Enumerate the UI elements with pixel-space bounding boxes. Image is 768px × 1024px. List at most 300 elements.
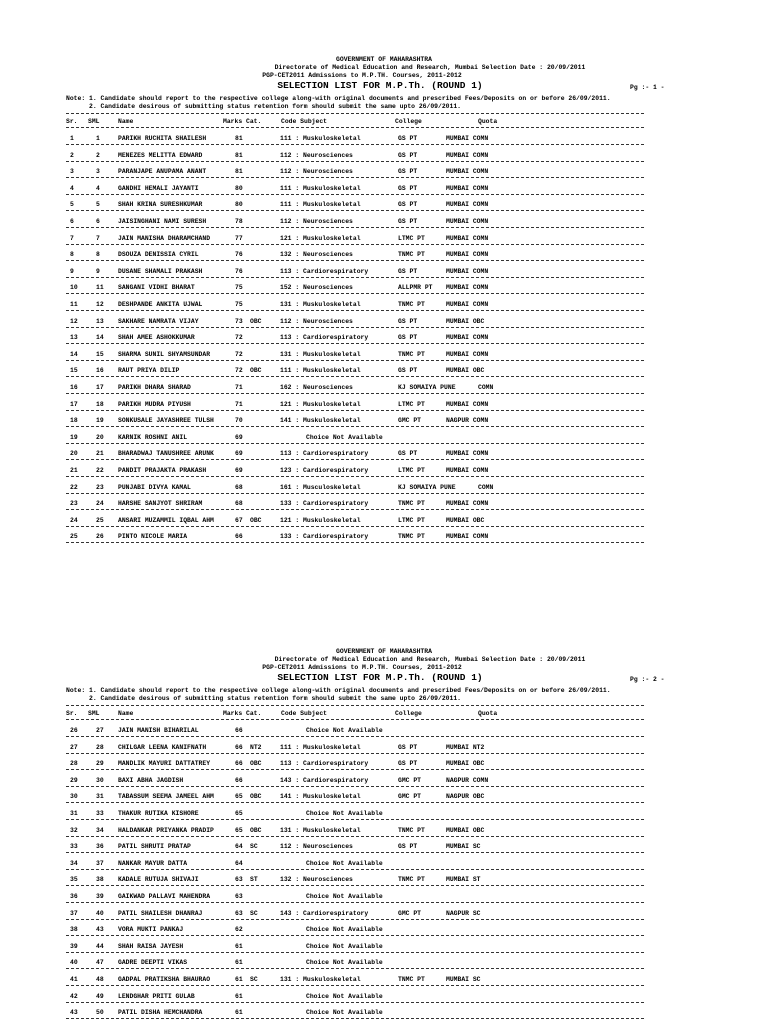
note-2: 2. Candidate desirous of submitting status retention form should submit the same upto 26/09/2011. xyxy=(66,695,462,702)
sml-number: 43 xyxy=(96,926,104,934)
category: ST xyxy=(250,876,258,884)
note-2: 2. Candidate desirous of submitting status retention form should submit the same upto 26/09/2011. xyxy=(66,103,462,110)
candidate-name: LENDGHAR PRITI GULAB xyxy=(118,992,195,1000)
category: OBC xyxy=(250,826,262,834)
table-row xyxy=(0,840,768,857)
table-row xyxy=(0,215,768,232)
table-row xyxy=(0,265,768,282)
marks: 72 xyxy=(235,367,243,375)
sml-number: 24 xyxy=(96,500,104,508)
category: OBC xyxy=(250,317,262,325)
candidate-name: SHAH KRINA SURESHKUMAR xyxy=(118,201,203,209)
college: GMC PT xyxy=(398,417,422,425)
candidate-name: THAKUR RUTIKA KISHORE xyxy=(118,810,199,817)
code-value: 111 xyxy=(280,135,292,142)
quota: MUMBAI COMN xyxy=(446,267,489,275)
sr-number: 30 xyxy=(70,793,78,801)
quota: MUMBAI COMN xyxy=(446,201,489,209)
category: NT2 xyxy=(250,743,262,751)
sml-number: 23 xyxy=(96,483,104,491)
code-value: 112 xyxy=(280,843,292,851)
row-rule xyxy=(66,952,644,953)
quota: NAGPUR SC xyxy=(446,909,481,917)
subject-code: 141 : Muskuloskeletal xyxy=(280,417,361,425)
code-value: 123 xyxy=(280,467,292,474)
table-row xyxy=(0,182,768,199)
code-value: 111 xyxy=(280,201,292,209)
sml-number: 34 xyxy=(96,826,104,834)
subject-code: 152 : Neurosciences xyxy=(280,284,353,292)
sr-number: 2 xyxy=(70,151,74,159)
subject-name: Neurosciences xyxy=(303,317,353,325)
col-code-subject: Code Subject xyxy=(281,710,328,717)
code-value: 113 xyxy=(280,450,292,458)
subject-name: Muskuloskeletal xyxy=(303,184,361,192)
code-value: 112 xyxy=(280,317,292,325)
subject-code: 112 : Neurosciences xyxy=(280,168,353,176)
subject-code: 113 : Cardiorespiratory xyxy=(280,450,369,458)
subject-code: 141 : Muskuloskeletal xyxy=(280,793,361,801)
row-rule xyxy=(66,493,644,494)
subject-code: 132 : Neurosciences xyxy=(280,251,353,259)
marks: 80 xyxy=(235,184,243,192)
col-name: Name xyxy=(118,710,134,717)
table-row xyxy=(0,232,768,249)
table-row xyxy=(0,281,768,298)
candidate-name: MANDLIK MAYURI DATTATREY xyxy=(118,760,211,768)
category: OBC xyxy=(250,793,262,801)
table-row xyxy=(0,348,768,365)
sml-number: 7 xyxy=(96,234,100,242)
marks: 68 xyxy=(235,500,243,508)
quota: MUMBAI SC xyxy=(446,976,481,983)
sml-number: 26 xyxy=(96,533,104,541)
subject-code: 113 : Cardiorespiratory xyxy=(280,267,369,275)
header-rule-top xyxy=(66,705,644,706)
subject-name: Muskuloskeletal xyxy=(303,793,361,801)
candidate-name: SHARMA SUNIL SHYAMSUNDAR xyxy=(118,350,211,358)
sml-number: 11 xyxy=(96,284,104,292)
table-row xyxy=(0,132,768,149)
sml-number: 30 xyxy=(96,776,104,784)
subject-name: Cardiorespiratory xyxy=(303,500,369,508)
college: GS PT xyxy=(398,760,418,768)
sr-number: 31 xyxy=(70,810,78,817)
sr-number: 28 xyxy=(70,760,78,768)
subject-name: Muskuloskeletal xyxy=(303,417,361,425)
marks: 61 xyxy=(235,942,243,950)
government-title: GOVERNMENT OF MAHARASHTRA xyxy=(336,648,432,655)
candidate-name: PARIKH DHARA SHARAD xyxy=(118,384,191,391)
row-rule xyxy=(66,459,644,460)
row-rule xyxy=(66,277,644,278)
college: GS PT xyxy=(398,843,418,851)
code-value: 113 xyxy=(280,760,292,768)
candidate-name: SAKHARE NAMRATA VIJAY xyxy=(118,317,199,325)
row-rule xyxy=(66,852,644,853)
subject-code: 161 : Musculoskeletal xyxy=(280,483,361,491)
note-1: Note: 1. Candidate should report to the respective college along-with original documents and prescribed Fees/Deposits on or before 26/09/2011. xyxy=(66,687,611,694)
college: GS PT xyxy=(398,184,418,192)
sr-number: 15 xyxy=(70,367,78,375)
college: TNMC PT xyxy=(398,301,425,308)
candidate-name: KARNIK ROSHNI ANIL xyxy=(118,433,188,441)
sr-number: 26 xyxy=(70,727,78,734)
subject-name: Muskuloskeletal xyxy=(303,234,361,242)
subject-code: 111 : Muskuloskeletal xyxy=(280,184,361,192)
col-sml: SML xyxy=(88,118,100,125)
subject-code: 121 : Muskuloskeletal xyxy=(280,516,361,524)
college: GS PT xyxy=(398,168,418,176)
sr-number: 17 xyxy=(70,400,78,408)
quota: NAGPUR COMN xyxy=(446,417,489,425)
marks: 68 xyxy=(235,483,243,491)
subject-code: 162 : Neurosciences xyxy=(280,384,353,391)
row-rule xyxy=(66,393,644,394)
candidate-name: PARIKH RUCHITA SHAILESH xyxy=(118,135,207,142)
table-row xyxy=(0,364,768,381)
selection-list-title: SELECTION LIST FOR M.P.Th. (ROUND 1) xyxy=(277,80,483,91)
sr-number: 22 xyxy=(70,483,78,491)
sml-number: 9 xyxy=(96,267,100,275)
quota: MUMBAI OBC xyxy=(446,516,485,524)
quota: MUMBAI COMN xyxy=(446,450,489,458)
table-row xyxy=(0,824,768,841)
sr-number: 18 xyxy=(70,417,78,425)
quota: MUMBAI NT2 xyxy=(446,743,485,751)
marks: 77 xyxy=(235,234,243,242)
college: GS PT xyxy=(398,218,418,225)
sr-number: 6 xyxy=(70,218,74,225)
table-row xyxy=(0,757,768,774)
quota: MUMBAI COMN xyxy=(446,334,489,342)
row-rule xyxy=(66,542,644,543)
subject-code: 121 : Muskuloskeletal xyxy=(280,400,361,408)
candidate-name: PANDIT PRAJAKTA PRAKASH xyxy=(118,467,207,474)
row-rule xyxy=(66,260,644,261)
quota: MUMBAI COMN xyxy=(446,251,489,259)
code-value: 112 xyxy=(280,218,292,225)
row-rule xyxy=(66,802,644,803)
marks: 69 xyxy=(235,467,243,474)
table-row xyxy=(0,431,768,448)
candidate-name: MENEZES MELITTA EDWARD xyxy=(118,151,203,159)
table-row xyxy=(0,331,768,348)
subject-name: Cardiorespiratory xyxy=(303,760,369,768)
header-rule-top xyxy=(66,113,644,114)
table-row xyxy=(0,414,768,431)
subject-code: 131 : Muskuloskeletal xyxy=(280,826,361,834)
subject-name: Muskuloskeletal xyxy=(303,350,361,358)
choice-not-available: Choice Not Available xyxy=(306,926,383,934)
row-rule xyxy=(66,935,644,936)
subject-code: 111 : Muskuloskeletal xyxy=(280,367,361,375)
table-row xyxy=(0,398,768,415)
code-value: 111 xyxy=(280,367,292,375)
code-value: 133 xyxy=(280,533,292,541)
admissions-line: PGP-CET2011 Admissions to M.P.TH. Courses, 2011-2012 xyxy=(262,72,462,79)
subject-name: Cardiorespiratory xyxy=(303,533,369,541)
code-value: 141 xyxy=(280,417,292,425)
sr-number: 33 xyxy=(70,843,78,851)
choice-not-available: Choice Not Available xyxy=(306,942,383,950)
code-value: 131 xyxy=(280,826,292,834)
category: SC xyxy=(250,976,258,983)
table-row xyxy=(0,907,768,924)
code-value: 162 xyxy=(280,384,292,391)
sml-number: 17 xyxy=(96,384,104,391)
row-rule xyxy=(66,919,644,920)
code-value: 113 xyxy=(280,267,292,275)
marks: 78 xyxy=(235,218,243,225)
quota: MUMBAI COMN xyxy=(446,301,489,308)
choice-not-available: Choice Not Available xyxy=(306,893,383,900)
code-value: 131 xyxy=(280,301,292,308)
subject-code: 112 : Neurosciences xyxy=(280,151,353,159)
candidate-name: JAIN MANISH BIHARILAL xyxy=(118,727,199,734)
row-rule xyxy=(66,1018,644,1019)
candidate-name: HARSHE SANJYOT SHRIRAM xyxy=(118,500,203,508)
code-value: 141 xyxy=(280,793,292,801)
sr-number: 5 xyxy=(70,201,74,209)
table-row xyxy=(0,990,768,1007)
government-title: GOVERNMENT OF MAHARASHTRA xyxy=(336,56,432,63)
table-row xyxy=(0,790,768,807)
row-rule xyxy=(66,526,644,527)
col-name: Name xyxy=(118,118,134,125)
candidate-name: PINTO NICOLE MARIA xyxy=(118,533,188,541)
sr-number: 4 xyxy=(70,184,74,192)
quota: COMN xyxy=(478,384,494,391)
subject-code: 113 : Cardiorespiratory xyxy=(280,334,369,342)
subject-code: 112 : Neurosciences xyxy=(280,317,353,325)
table-row xyxy=(0,248,768,265)
code-value: 111 xyxy=(280,743,292,751)
marks: 81 xyxy=(235,135,243,142)
sml-number: 36 xyxy=(96,843,104,851)
sml-number: 44 xyxy=(96,942,104,950)
subject-code: 143 : Cardiorespiratory xyxy=(280,776,369,784)
sr-number: 21 xyxy=(70,467,78,474)
candidate-name: CHILGAR LEENA KANIFNATH xyxy=(118,743,207,751)
subject-name: Neurosciences xyxy=(303,251,353,259)
table-row xyxy=(0,807,768,824)
sr-number: 41 xyxy=(70,976,78,983)
candidate-name: PUNJABI DIVYA KAMAL xyxy=(118,483,191,491)
row-rule xyxy=(66,902,644,903)
row-rule xyxy=(66,244,644,245)
college: GMC PT xyxy=(398,793,422,801)
sml-number: 31 xyxy=(96,793,104,801)
sr-number: 40 xyxy=(70,959,78,967)
sr-number: 11 xyxy=(70,301,78,308)
sml-number: 2 xyxy=(96,151,100,159)
row-rule xyxy=(66,144,644,145)
row-rule xyxy=(66,476,644,477)
quota: MUMBAI COMN xyxy=(446,284,489,292)
sml-number: 15 xyxy=(96,350,104,358)
category: OBC xyxy=(250,760,262,768)
candidate-name: SHAH AMEE ASHOKKUMAR xyxy=(118,334,195,342)
sr-number: 32 xyxy=(70,826,78,834)
candidate-name: JAIN MANISHA DHARAMCHAND xyxy=(118,234,211,242)
college: LTMC PT xyxy=(398,234,425,242)
sr-number: 29 xyxy=(70,776,78,784)
row-rule xyxy=(66,869,644,870)
college: GS PT xyxy=(398,367,418,375)
subject-name: Cardiorespiratory xyxy=(303,776,369,784)
table-row xyxy=(0,315,768,332)
candidate-name: BAXI ABHA JAGDISH xyxy=(118,776,184,784)
code-value: 131 xyxy=(280,976,292,983)
row-rule xyxy=(66,343,644,344)
table-row xyxy=(0,514,768,531)
col-code-subject: Code Subject xyxy=(281,118,328,125)
row-rule xyxy=(66,786,644,787)
col-college: College xyxy=(395,118,422,125)
table-row xyxy=(0,149,768,166)
quota: MUMBAI COMN xyxy=(446,218,489,225)
marks: 70 xyxy=(235,417,243,425)
sml-number: 38 xyxy=(96,876,104,884)
sml-number: 49 xyxy=(96,992,104,1000)
sr-number: 27 xyxy=(70,743,78,751)
college: GS PT xyxy=(398,450,418,458)
sr-number: 16 xyxy=(70,384,78,391)
code-value: 152 xyxy=(280,284,292,292)
marks: 66 xyxy=(235,760,243,768)
college: GS PT xyxy=(398,151,418,159)
sml-number: 16 xyxy=(96,367,104,375)
table-row xyxy=(0,481,768,498)
row-rule xyxy=(66,194,644,195)
marks: 81 xyxy=(235,168,243,176)
col-quota: Quota xyxy=(478,118,498,125)
header-rule-bottom xyxy=(66,127,644,128)
sr-number: 19 xyxy=(70,433,78,441)
college: TNMC PT xyxy=(398,500,425,508)
subject-name: Neurosciences xyxy=(303,151,353,159)
row-rule xyxy=(66,985,644,986)
quota: MUMBAI OBC xyxy=(446,826,485,834)
subject-code: 132 : Neurosciences xyxy=(280,876,353,884)
sml-number: 18 xyxy=(96,400,104,408)
sr-number: 23 xyxy=(70,500,78,508)
college: GS PT xyxy=(398,317,418,325)
quota: MUMBAI COMN xyxy=(446,184,489,192)
quota: MUMBAI COMN xyxy=(446,234,489,242)
subject-code: 143 : Cardiorespiratory xyxy=(280,909,369,917)
col-sr: Sr. xyxy=(66,118,78,125)
row-rule xyxy=(66,161,644,162)
row-rule xyxy=(66,1002,644,1003)
sml-number: 20 xyxy=(96,433,104,441)
subject-name: Muskuloskeletal xyxy=(303,201,361,209)
sml-number: 48 xyxy=(96,976,104,983)
quota: MUMBAI COMN xyxy=(446,168,489,176)
marks: 72 xyxy=(235,334,243,342)
code-value: 133 xyxy=(280,500,292,508)
marks: 64 xyxy=(235,843,243,851)
college: LTMC PT xyxy=(398,467,425,474)
subject-name: Muskuloskeletal xyxy=(303,400,361,408)
row-rule xyxy=(66,227,644,228)
sml-number: 12 xyxy=(96,301,104,308)
category: SC xyxy=(250,909,258,917)
column-header-row xyxy=(0,710,768,719)
sr-number: 36 xyxy=(70,893,78,900)
marks: 61 xyxy=(235,1009,243,1017)
college: LTMC PT xyxy=(398,516,425,524)
choice-not-available: Choice Not Available xyxy=(306,1009,383,1017)
college: TNMC PT xyxy=(398,826,425,834)
table-row xyxy=(0,923,768,940)
marks: 65 xyxy=(235,826,243,834)
quota: NAGPUR OBC xyxy=(446,793,485,801)
marks: 71 xyxy=(235,400,243,408)
sml-number: 13 xyxy=(96,317,104,325)
sr-number: 25 xyxy=(70,533,78,541)
candidate-name: SONKUSALE JAYASHREE TULSH xyxy=(118,417,214,425)
row-rule xyxy=(66,410,644,411)
table-row xyxy=(0,381,768,398)
marks: 61 xyxy=(235,992,243,1000)
table-row xyxy=(0,165,768,182)
candidate-name: PARANJAPE ANUPAMA ANANT xyxy=(118,168,207,176)
table-row xyxy=(0,973,768,990)
row-rule xyxy=(66,293,644,294)
code-value: 132 xyxy=(280,876,292,884)
table-row xyxy=(0,956,768,973)
sml-number: 21 xyxy=(96,450,104,458)
candidate-name: BHARADWAJ TANUSHREE ARUNK xyxy=(118,450,214,458)
row-rule xyxy=(66,819,644,820)
candidate-name: NANKAR MAYUR DATTA xyxy=(118,859,188,867)
candidate-name: GADRE DEEPTI VIKAS xyxy=(118,959,188,967)
table-row xyxy=(0,890,768,907)
quota: MUMBAI ST xyxy=(446,876,481,884)
college: GS PT xyxy=(398,135,418,142)
marks: 66 xyxy=(235,743,243,751)
candidate-name: VORA MUKTI PANKAJ xyxy=(118,926,184,934)
marks: 67 xyxy=(235,516,243,524)
sml-number: 28 xyxy=(96,743,104,751)
quota: MUMBAI OBC xyxy=(446,367,485,375)
candidate-name: GAIKWAD PALLAVI MAHENDRA xyxy=(118,893,211,900)
quota: MUMBAI OBC xyxy=(446,317,485,325)
code-value: 161 xyxy=(280,483,292,491)
sr-number: 24 xyxy=(70,516,78,524)
candidate-name: TABASSUM SEEMA JAMEEL AHM xyxy=(118,793,214,801)
header-rule-bottom xyxy=(66,719,644,720)
subject-name: Cardiorespiratory xyxy=(303,450,369,458)
row-rule xyxy=(66,177,644,178)
sml-number: 6 xyxy=(96,218,100,225)
sr-number: 9 xyxy=(70,267,74,275)
marks: 66 xyxy=(235,533,243,541)
candidate-name: DESHPANDE ANKITA UJWAL xyxy=(118,301,203,308)
quota: MUMBAI COMN xyxy=(446,467,489,474)
row-rule xyxy=(66,310,644,311)
choice-not-available: Choice Not Available xyxy=(306,992,383,1000)
marks: 66 xyxy=(235,776,243,784)
subject-code: 123 : Cardiorespiratory xyxy=(280,467,369,474)
table-row xyxy=(0,774,768,791)
table-row xyxy=(0,530,768,547)
subject-name: Muskuloskeletal xyxy=(303,516,361,524)
col-sml: SML xyxy=(88,710,100,717)
marks: 73 xyxy=(235,317,243,325)
